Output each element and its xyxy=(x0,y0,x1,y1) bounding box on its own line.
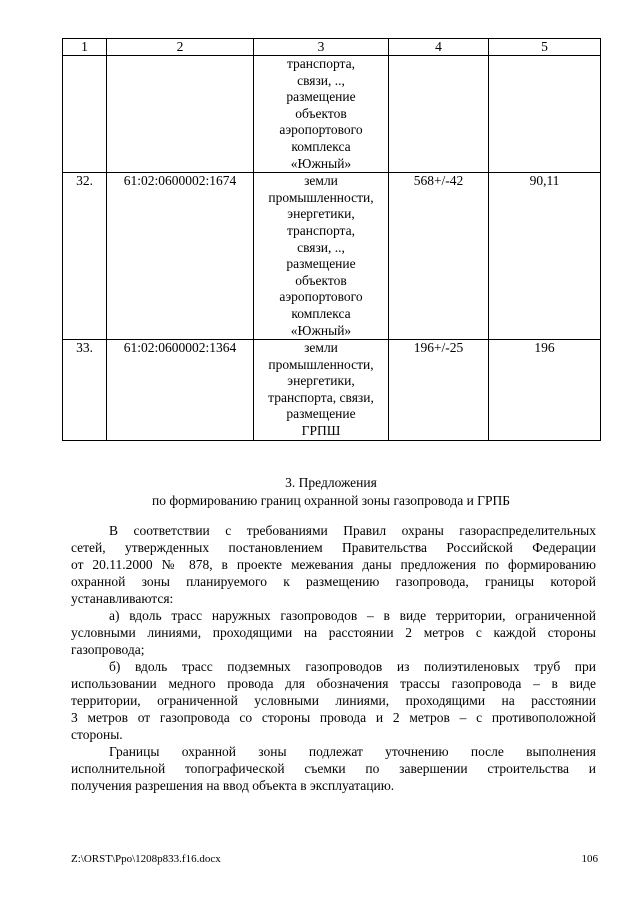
footer-file-path: Z:\ORST\Ppo\1208p833.f16.docx xyxy=(71,853,221,865)
plot-value: 196 xyxy=(489,340,601,441)
paragraph-line: сетей, утвержденных постановлением Правительства Российской Федерации xyxy=(71,540,596,555)
paragraph-line: территории, ограниченной условными линиями, проходящими на расстоянии xyxy=(71,693,596,708)
land-purpose-line: связи, .., xyxy=(297,239,345,255)
paragraph-line: В соответствии с требованиями Правил охраны газораспределительных xyxy=(109,523,596,538)
land-purpose-line: ГРПШ xyxy=(301,423,341,439)
row-number: 32. xyxy=(63,173,107,340)
paragraph-line: устанавливаются: xyxy=(71,591,174,606)
paragraph-line: условными линиями, проходящими на расстоянии 2 метров с каждой стороны xyxy=(71,625,596,640)
land-purpose-line: размещение xyxy=(286,406,356,422)
body-text xyxy=(71,522,596,794)
paragraph-line: 3 метров от газопровода со стороны провода и 2 метров – с противоположной xyxy=(71,710,596,725)
paragraph xyxy=(71,658,596,743)
row-number: 33. xyxy=(63,340,107,441)
land-purpose-line: энергетики, xyxy=(287,206,355,222)
plot-value: 90,11 xyxy=(489,173,601,340)
table-header-row xyxy=(63,39,601,56)
land-purpose-line: промышленности, xyxy=(268,189,374,205)
land-purpose-line: объектов xyxy=(295,105,347,121)
paragraph xyxy=(71,607,596,658)
header-col-1: 1 xyxy=(63,39,107,56)
land-purpose-line: «Южный» xyxy=(290,322,352,338)
paragraph-line: а) вдоль трасс наружных газопроводов – в виде территории, ограниченной xyxy=(109,608,596,623)
area-sqm: 568+/-42 xyxy=(389,173,489,340)
header-col-5: 5 xyxy=(489,39,601,56)
header-col-2: 2 xyxy=(107,39,254,56)
paragraph-line: от 20.11.2000 № 878, в проекте межевания даны предложения по формированию xyxy=(71,557,596,572)
section-title: 3. Предложения xyxy=(285,475,377,490)
land-purpose-line: комплекса xyxy=(291,138,351,154)
paragraph-line: охранной зоны планируемого к размещению газопровода, границы которой xyxy=(71,574,596,589)
table-row xyxy=(63,340,601,441)
header-col-4: 4 xyxy=(389,39,489,56)
paragraph-line: использовании медного провода для обозначения трассы газопровода – в виде xyxy=(71,676,596,691)
area-sqm xyxy=(389,56,489,173)
land-purpose-line: аэропортового xyxy=(279,289,363,305)
table-row xyxy=(63,173,601,340)
land-purpose xyxy=(254,173,389,340)
land-purpose-line: «Южный» xyxy=(290,155,352,171)
section-subtitle: по формированию границ охранной зоны газопровода и ГРПБ xyxy=(151,493,510,508)
land-purpose-line: размещение xyxy=(286,89,356,105)
land-purpose-line: размещение xyxy=(286,256,356,272)
cadastral-number: 61:02:0600002:1674 xyxy=(107,173,254,340)
table-row xyxy=(63,56,601,173)
footer-page-number: 106 xyxy=(581,853,598,865)
paragraph-line: газопровода; xyxy=(71,642,145,657)
land-purpose-line: земли xyxy=(304,173,338,189)
paragraph-line: б) вдоль трасс подземных газопроводов из полиэтиленовых труб при xyxy=(109,659,596,674)
area-sqm: 196+/-25 xyxy=(389,340,489,441)
paragraph-line: получения разрешения на ввод объекта в эксплуатацию. xyxy=(71,778,395,793)
paragraph-line: стороны. xyxy=(71,727,123,742)
land-plots-table xyxy=(62,38,601,441)
land-purpose-line: связи, .., xyxy=(297,72,345,88)
land-purpose-line: земли xyxy=(304,340,338,356)
cadastral-number: 61:02:0600002:1364 xyxy=(107,340,254,441)
paragraph xyxy=(71,522,596,607)
row-number xyxy=(63,56,107,173)
land-purpose-line: транспорта, xyxy=(286,222,355,238)
land-purpose xyxy=(254,56,389,173)
land-purpose-line: транспорта, связи, xyxy=(268,389,374,405)
plot-value xyxy=(489,56,601,173)
land-purpose-line: транспорта, xyxy=(286,56,355,71)
paragraph xyxy=(71,743,596,794)
land-purpose-line: энергетики, xyxy=(287,373,355,389)
land-purpose xyxy=(254,340,389,441)
land-purpose-line: объектов xyxy=(295,272,347,288)
cadastral-number xyxy=(107,56,254,173)
header-col-3: 3 xyxy=(254,39,389,56)
land-purpose-line: аэропортового xyxy=(279,122,363,138)
land-purpose-line: промышленности, xyxy=(268,356,374,372)
land-purpose-line: комплекса xyxy=(291,305,351,321)
paragraph-line: исполнительной топографической съемки по завершении строительства и xyxy=(71,761,596,776)
paragraph-line: Границы охранной зоны подлежат уточнению после выполнения xyxy=(109,744,596,759)
